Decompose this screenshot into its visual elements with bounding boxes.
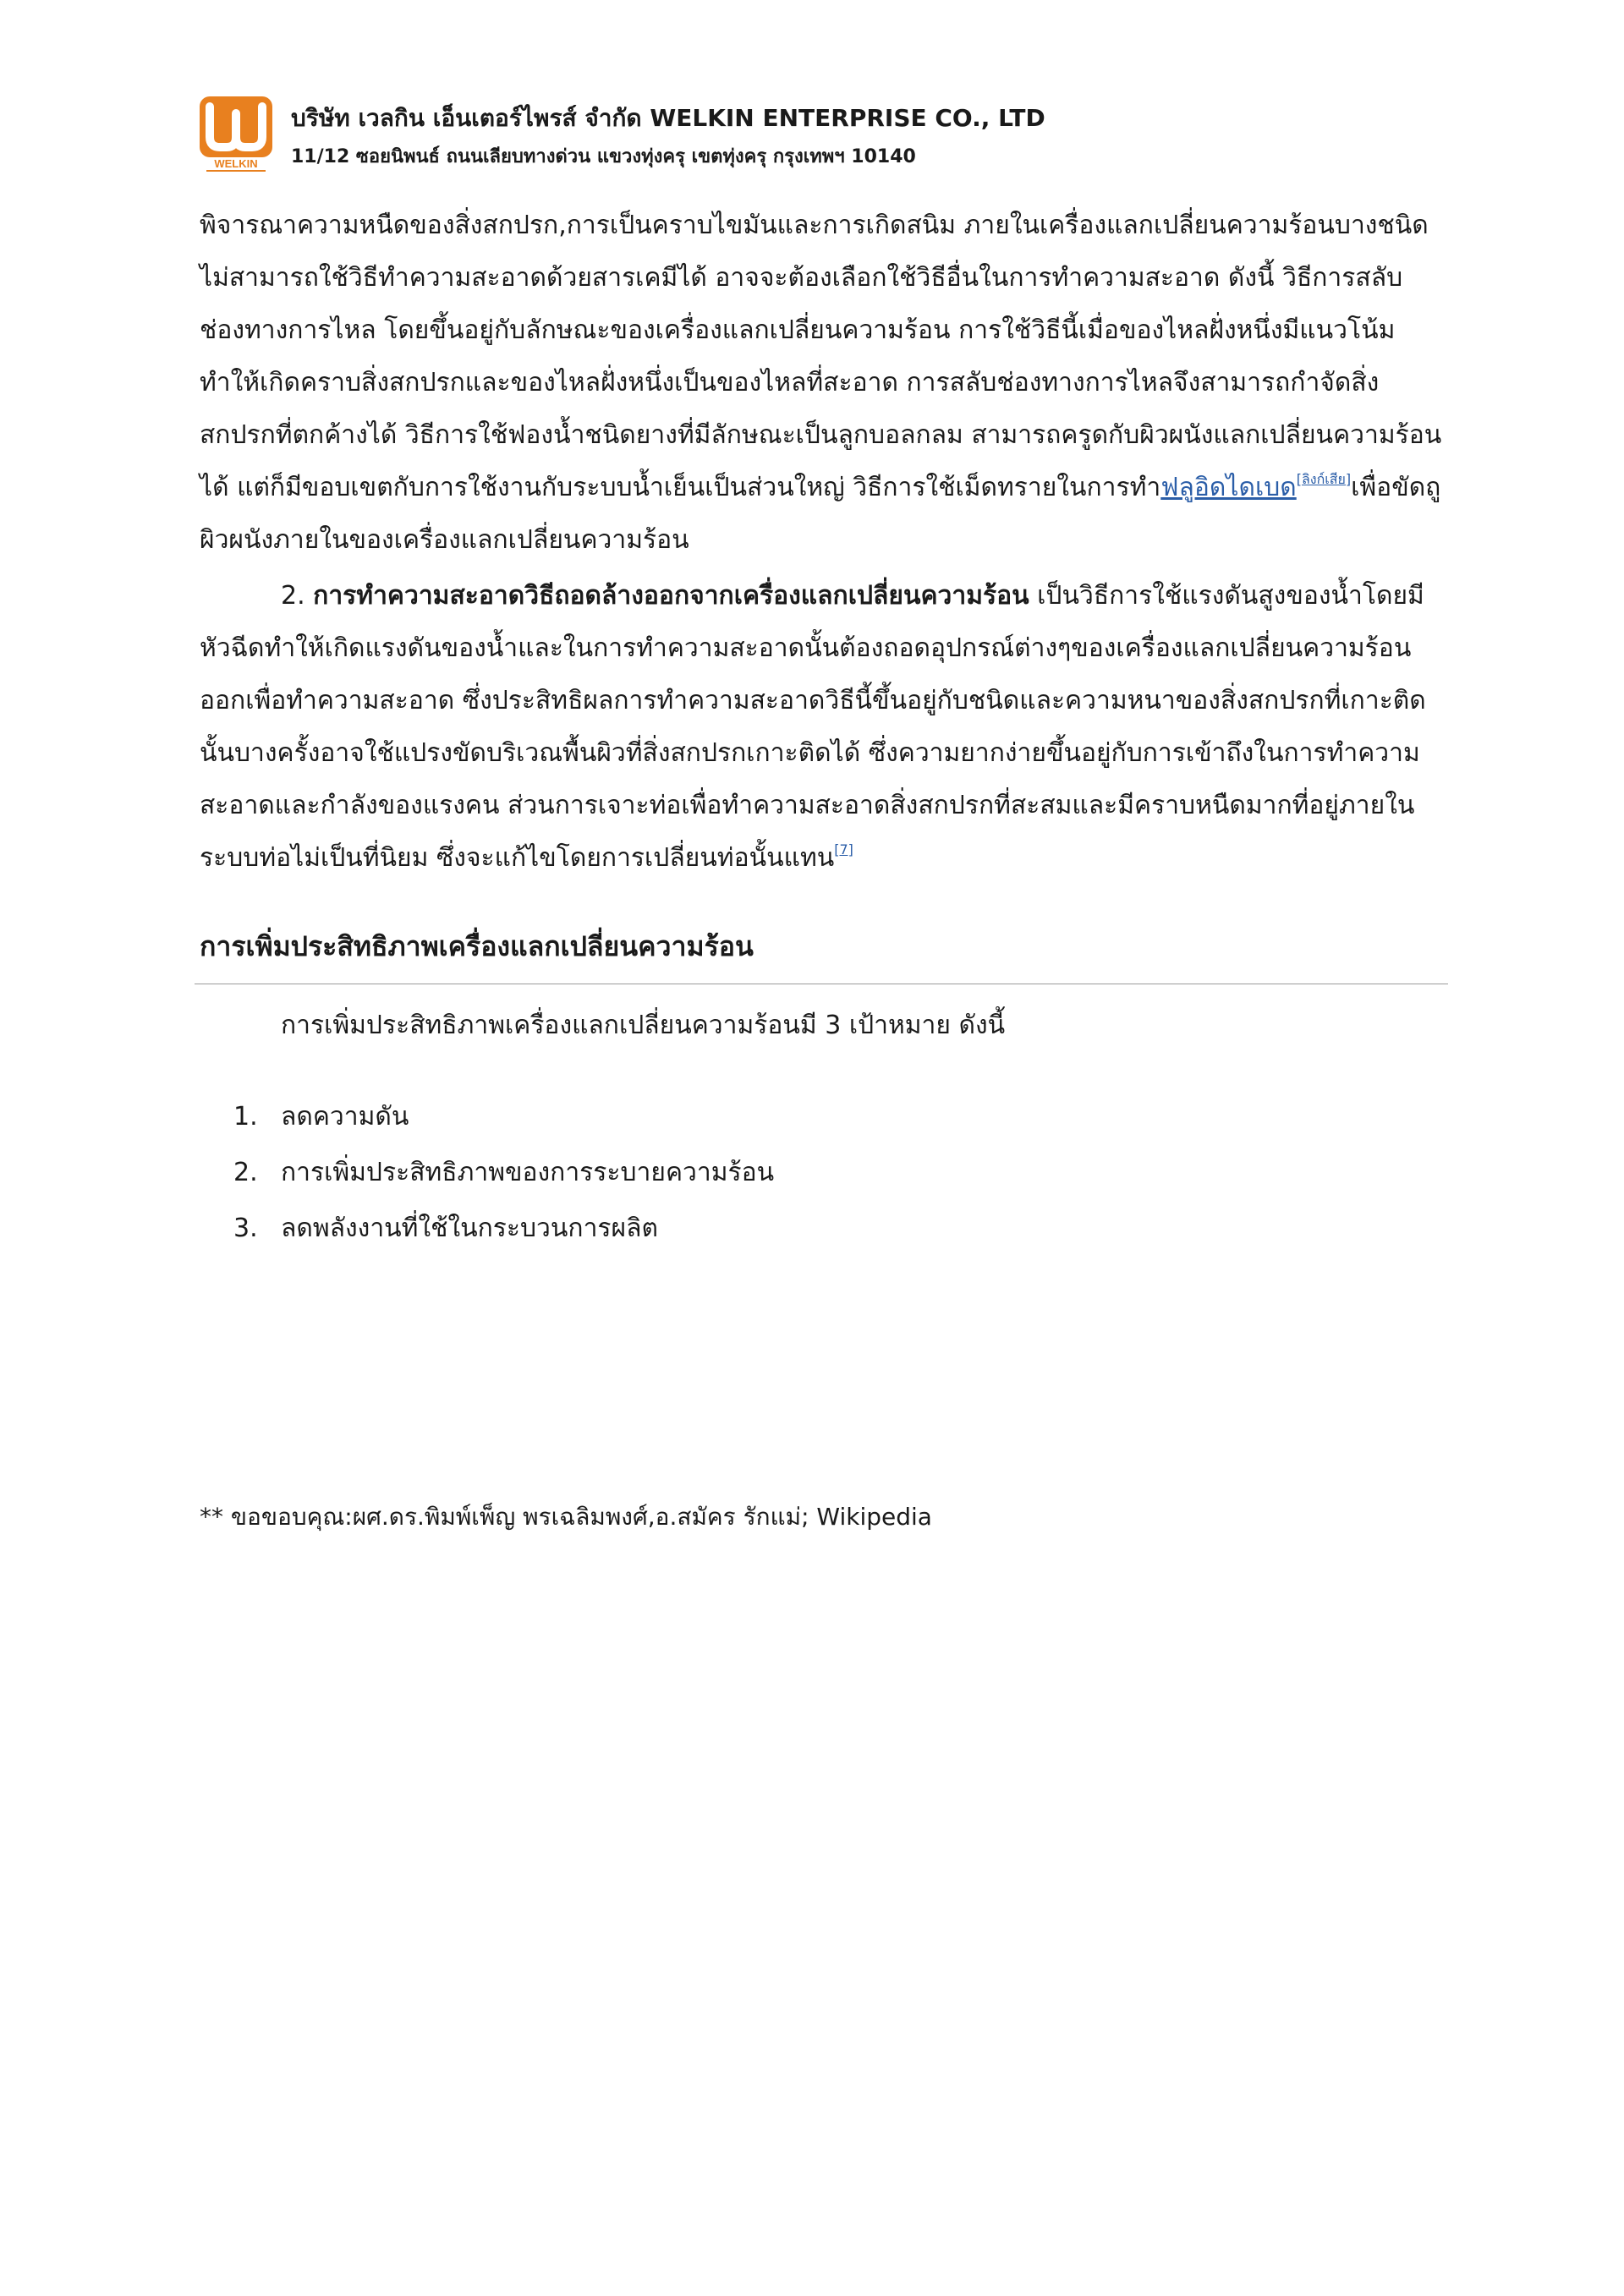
fluidized-bed-link[interactable]: ฟลูอิดไดเบด xyxy=(1160,473,1297,502)
company-name: บริษัท เวลกิน เอ็นเตอร์ไพรส์ จำกัด WELKIN ENTERPRISE CO., LTD xyxy=(291,104,1045,132)
list-number: 2. xyxy=(233,1158,258,1187)
credits: ** ขอขอบคุณ:ผศ.ดร.พิมพ์เพ็ญ พรเฉลิมพงศ์,อ.สมัคร รักแม่; Wikipedia xyxy=(200,1503,932,1531)
paragraph-text: เป็นวิธีการใช้แรงดันสูงของน้ำโดยมีหัวฉีดทำให้เกิดแรงดันของน้ำและในการทำความสะอาดนั้นต้องถอดอุปกรณ์ต่างๆของเครื่องแลกเปลี่ยนความร้อนออกเพื่อทำความสะอาด ซึ่งประสิทธิผลการทำความสะอาดวิธีนี้ขึ้นอยู่กับชนิดและความหนาของสิ่งสกปรกที่เกาะติดนั้นบางครั้งอาจใช้แปรงขัดบริเวณพื้นผิวที่สิ่งสกปรกเกาะติดได้ ซึ่งความยากง่ายขึ้นอยู่กับการเข้าถึงในการทำความสะอาดและกำลังของแรงคน ส่วนการเจาะท่อเพื่อทำความสะอาดสิ่งสกปรกที่สะสมและมีคราบหนืดมากที่อยู่ภายในระบบท่อไม่เป็นที่นิยม ซึ่งจะแก้ไขโดยการเปลี่ยนท่อนั้นแทน xyxy=(200,581,1426,873)
section-heading: การเพิ่มประสิทธิภาพเครื่องแลกเปลี่ยนความร้อน xyxy=(195,925,1448,984)
broken-link-marker[interactable]: [ลิงก์เสีย] xyxy=(1296,471,1352,487)
list-text: ลดพลังงานที่ใช้ในกระบวนการผลิต xyxy=(281,1214,658,1243)
paragraph-text-continued: เพื่อขัดถูผิวผนังภายในของเครื่องแลกเปลี่ยนความร้อน xyxy=(200,473,1441,555)
document-body xyxy=(200,200,1443,1257)
reference-link[interactable]: [7] xyxy=(834,841,853,858)
paragraph-disassembly-cleaning xyxy=(200,570,1443,885)
list-text: ลดความดัน xyxy=(281,1102,409,1132)
section-intro: การเพิ่มประสิทธิภาพเครื่องแลกเปลี่ยนความร้อนมี 3 เป้าหมาย ดังนี้ xyxy=(281,1011,1006,1040)
paragraph-cleaning-methods xyxy=(200,200,1443,567)
letterhead xyxy=(198,95,1450,179)
list-text: การเพิ่มประสิทธิภาพของการระบายความร้อน xyxy=(281,1158,775,1187)
list-number: 1. xyxy=(233,1102,258,1132)
bold-lead: การทำความสะอาดวิธีถอดล้างออกจากเครื่องแลกเปลี่ยนความร้อน xyxy=(313,581,1029,611)
company-address: 11/12 ซอยนิพนธ์ ถนนเลียบทางด่วน แขวงทุ่งครุ เขตทุ่งครุ กรุงเทพฯ 10140 xyxy=(291,146,916,167)
welkin-logo-icon xyxy=(198,95,274,176)
list-number: 3. xyxy=(233,1214,258,1243)
list-item xyxy=(200,1145,1443,1201)
goals-list xyxy=(200,1089,1443,1257)
list-item xyxy=(200,1201,1443,1257)
item-number: 2. xyxy=(281,581,305,611)
paragraph-text: พิจารณาความหนืดของสิ่งสกปรก,การเป็นคราบไขมันและการเกิดสนิม ภายในเครื่องแลกเปลี่ยนความร้อนบางชนิดไม่สามารถใช้วิธีทำความสะอาดด้วยสารเคมีได้ อาจจะต้องเลือกใช้วิธีอื่นในการทำความสะอาด ดังนี้ วิธีการสลับช่องทางการไหล โดยขึ้นอยู่กับลักษณะของเครื่องแลกเปลี่ยนความร้อน การใช้วิธีนี้เมื่อของไหลฝั่งหนึ่งมีแนวโน้มทำให้เกิดคราบสิ่งสกปรกและของไหลฝั่งหนึ่งเป็นของไหลที่สะอาด การสลับช่องทางการไหลจึงสามารถกำจัดสิ่งสกปรกที่ตกค้างได้ วิธีการใช้ฟองน้ำชนิดยางที่มีลักษณะเป็นลูกบอลกลม สามารถครูดกับผิวผนังแลกเปลี่ยนความร้อนได้ แต่ก็มีขอบเขตกับการใช้งานกับระบบน้ำเย็นเป็นส่วนใหญ่ วิธีการใช้เม็ดทรายในการทำ xyxy=(200,211,1442,502)
list-item xyxy=(200,1089,1443,1145)
logo-text: WELKIN xyxy=(214,157,258,170)
